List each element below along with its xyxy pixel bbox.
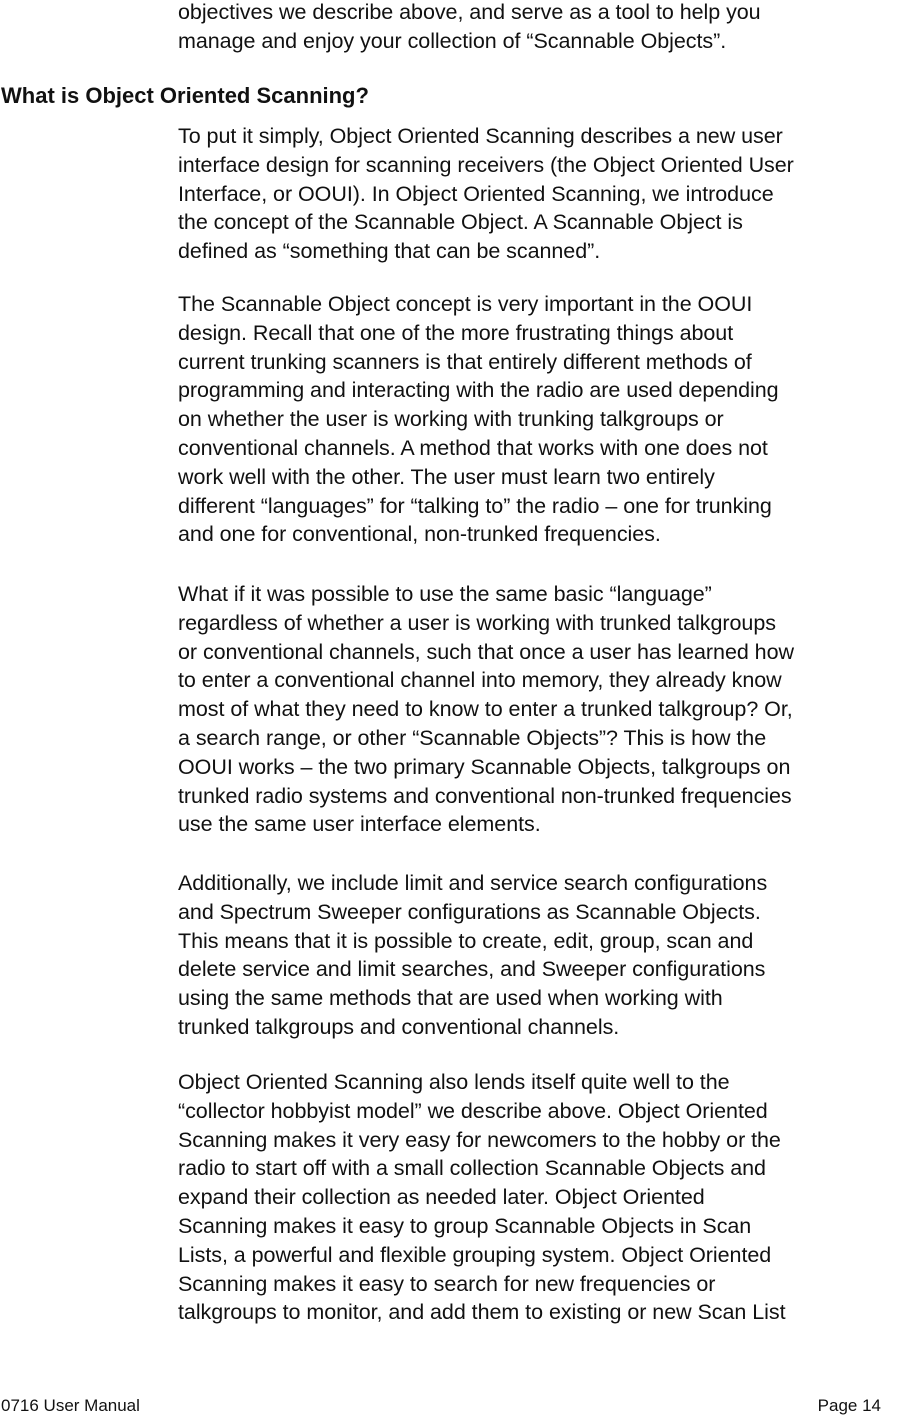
text-line: or conventional channels, such that once a user has learned how (178, 639, 794, 664)
text-line: The Scannable Object concept is very important in the OOUI (178, 292, 753, 316)
paragraph-concept (178, 290, 897, 549)
text-line: Lists, a powerful and flexible grouping system. Object Oriented (178, 1242, 772, 1267)
text-line: expand their collection as needed later. Object Oriented (178, 1185, 705, 1210)
text-line: To put it simply, Object Oriented Scanning describes a new user (178, 124, 783, 148)
text-line: use the same user interface elements. (178, 812, 541, 837)
text-line: Scanning makes it easy to group Scannable Objects in Scan (178, 1213, 752, 1238)
text-line: trunked radio systems and conventional non-trunked frequencies (178, 783, 792, 808)
text-line: Object Oriented Scanning also lends itself quite well to the (178, 1070, 730, 1094)
text-line: objectives we describe above, and serve as a tool to help you (178, 0, 761, 24)
paragraph-definition (178, 122, 897, 266)
text-line: regardless of whether a user is working with trunked talkgroups (178, 610, 776, 635)
text-line: interface design for scanning receivers (the Object Oriented User (178, 152, 794, 177)
text-line: delete service and limit searches, and Sweeper configurations (178, 957, 766, 982)
text-line: a search range, or other “Scannable Objects”? This is how the (178, 725, 767, 750)
footer-page-number: Page 14 (817, 1396, 881, 1415)
section-heading: What is Object Oriented Scanning? (1, 83, 369, 108)
text-line: This means that it is possible to create, edit, group, scan and (178, 928, 754, 953)
text-line: OOUI works – the two primary Scannable Objects, talkgroups on (178, 754, 791, 779)
text-line: on whether the user is working with trunking talkgroups or (178, 407, 724, 432)
text-line: trunked talkgroups and conventional channels. (178, 1014, 620, 1039)
text-line: the concept of the Scannable Object. A Scannable Object is (178, 210, 743, 235)
text-line: What if it was possible to use the same basic “language” (178, 582, 712, 606)
text-line: most of what they need to know to enter a trunked talkgroup? Or, (178, 697, 793, 722)
paragraph-collector (178, 1068, 897, 1327)
paragraph-searches (178, 869, 897, 1042)
text-line: radio to start off with a small collection Scannable Objects and (178, 1156, 766, 1181)
text-line: programming and interacting with the radio are used depending (178, 378, 779, 403)
text-line: talkgroups to monitor, and add them to existing or new Scan List (178, 1300, 786, 1325)
text-line: Additionally, we include limit and service search configurations (178, 871, 768, 895)
text-line: conventional channels. A method that works with one does not (178, 435, 768, 460)
text-line: and one for conventional, non-trunked frequencies. (178, 522, 661, 547)
text-line: manage and enjoy your collection of “Scannable Objects”. (178, 28, 727, 53)
text-line: using the same methods that are used when working with (178, 986, 723, 1011)
text-line: Interface, or OOUI). In Object Oriented Scanning, we introduce (178, 181, 774, 206)
text-line: design. Recall that one of the more frustrating things about (178, 320, 734, 345)
intro-paragraph (178, 0, 897, 56)
text-line: Scanning makes it very easy for newcomers to the hobby or the (178, 1127, 781, 1152)
text-line: defined as “something that can be scanned”. (178, 239, 601, 264)
text-line: work well with the other. The user must learn two entirely (178, 464, 715, 489)
footer-manual-title: 0716 User Manual (1, 1396, 140, 1415)
paragraph-language (178, 580, 897, 839)
text-line: current trunking scanners is that entirely different methods of (178, 349, 752, 374)
text-line: different “languages” for “talking to” the radio – one for trunking (178, 493, 772, 518)
text-line: “collector hobbyist model” we describe above. Object Oriented (178, 1098, 768, 1123)
text-line: and Spectrum Sweeper configurations as Scannable Objects. (178, 899, 761, 924)
text-line: Scanning makes it easy to search for new frequencies or (178, 1271, 716, 1296)
text-line: to enter a conventional channel into memory, they already know (178, 668, 782, 693)
